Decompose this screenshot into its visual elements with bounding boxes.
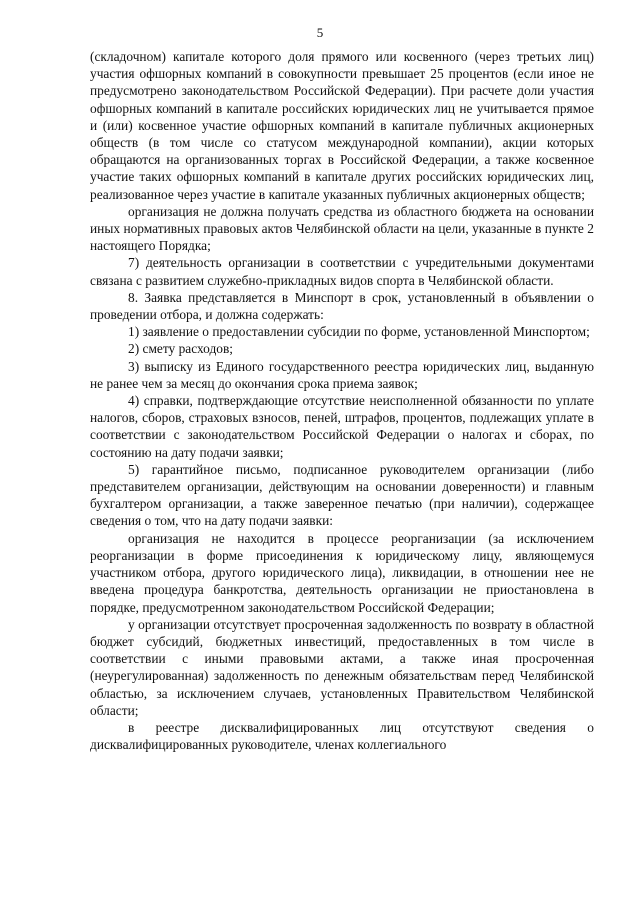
paragraph-no-reorganization: организация не находится в процессе реорганизации (за исключением реорганизации в форме присоединения к юридическому лицу, являющемуся участником отбора, другого юридического лица), ликвидации, в отношении нее не введена процедура банкротства, деятельность организации не приостановлена в порядке, предусмотренном законодательством Российской Федерации; (90, 530, 594, 615)
paragraph-subitem-5-guarantee-letter: 5) гарантийное письмо, подписанное руководителем организации (либо представителем организации, действующим на основании доверенности) и главным бухгалтером организации, а также заверенное печатью (при наличии), содержащее сведения о том, что на дату подачи заявки: (90, 461, 594, 529)
paragraph-offshore-capital: (складочном) капитале которого доля прямого или косвенного (через третьих лиц) участия офшорных компаний в совокупности превышает 25 процентов (если иное не предусмотрено законодательством Российской Федерации). При расчете доли участия офшорных компаний в капитале российских юридических лиц не учитывается прямое и (или) косвенное участие офшорных компаний в капитале публичных акционерных обществ (в том числе со статусом международной компании), акции которых обращаются на организованных торгах в Российской Федерации, а также косвенное участие таких офшорных компаний в капитале других российских юридических лиц, реализованное через участие в капитале указанных публичных акционерных обществ; (90, 49, 594, 202)
paragraph-disqualified-persons: в реестре дисквалифицированных лиц отсутствуют сведения о дисквалифицированных руководителе, членах коллегиального (90, 719, 594, 753)
paragraph-item-8-application: 8. Заявка представляется в Минспорт в срок, установленный в объявлении о проведении отбора, и должна содержать: (90, 289, 594, 323)
paragraph-subitem-3-extract: 3) выписку из Единого государственного реестра юридических лиц, выданную не ранее чем за месяц до окончания срока приема заявок; (90, 358, 594, 391)
paragraph-item-7-activity: 7) деятельность организации в соответствии с учредительными документами связана с развитием служебно-прикладных видов спорта в Челябинской области. (90, 255, 594, 288)
paragraph-no-other-budget-funds: организация не должна получать средства из областного бюджета на основании иных нормативных правовых актов Челябинской области на цели, указанные в пункте 2 настоящего Порядка; (90, 203, 594, 254)
paragraph-no-overdue-debt: у организации отсутствует просроченная задолженность по возврату в областной бюджет субсидий, бюджетных инвестиций, предоставленных в том числе в соответствии с иными правовыми актами, а также иная просроченная (неурегулированная) задолженность по денежным обязательствам перед Челябинской областью, за исключением случаев, установленных Правительством Челябинской области; (90, 616, 594, 718)
paragraph-subitem-2-estimate: 2) смету расходов; (128, 341, 234, 357)
document-body (90, 48, 594, 753)
page-number: 5 (316, 25, 324, 40)
paragraph-subitem-4-tax-certificates: 4) справки, подтверждающие отсутствие неисполненной обязанности по уплате налогов, сборов, страховых взносов, пеней, штрафов, процентов, подлежащих уплате в соответствии с законодательством Российской Федерации о налогах и сборах, по состоянию на дату подачи заявки; (90, 393, 594, 460)
paragraph-subitem-1-statement: 1) заявление о предоставлении субсидии по форме, установленной Минспортом; (128, 324, 590, 340)
